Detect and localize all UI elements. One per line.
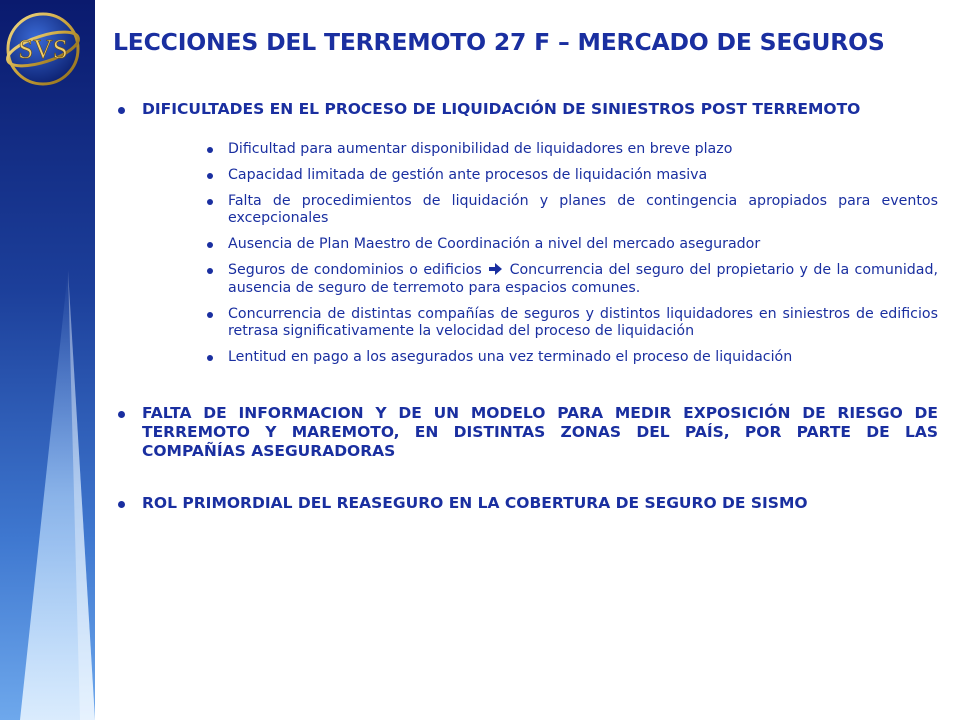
main-bullet-item	[112, 404, 938, 461]
list-item: Lentitud en pago a los asegurados una vez terminado el proceso de liquidación	[142, 349, 938, 366]
right-arrow-icon	[489, 263, 502, 280]
slide-title: LECCIONES DEL TERREMOTO 27 F – MERCADO DE SEGUROS	[113, 28, 885, 56]
sidebar-decoration	[0, 0, 95, 720]
bullet-icon	[207, 355, 213, 361]
main-bullet-item	[112, 100, 938, 366]
bullet-icon	[207, 268, 213, 274]
list-item: Dificultad para aumentar disponibilidad de liquidadores en breve plazo	[142, 141, 938, 158]
section-heading: DIFICULTADES EN EL PROCESO DE LIQUIDACIÓN DE SINIESTROS POST TERREMOTO	[142, 100, 861, 118]
bullet-icon	[118, 411, 125, 418]
item-text-before-arrow: Seguros de condominios o edificios	[228, 262, 482, 278]
sub-bullet-list	[142, 141, 938, 366]
bullet-icon	[207, 173, 213, 179]
light-streak-decoration	[0, 0, 95, 720]
slide-content	[112, 100, 938, 513]
main-bullet-item	[112, 494, 938, 513]
bullet-icon	[207, 312, 213, 318]
bullet-icon	[118, 501, 125, 508]
list-item: Capacidad limitada de gestión ante procesos de liquidación masiva	[142, 167, 938, 184]
list-item	[142, 262, 938, 297]
item-text-after-arrow: Concurrencia del seguro del propietario y de la comunidad, ausencia de seguro de terremoto para espacios comunes.	[228, 262, 939, 296]
list-item: Ausencia de Plan Maestro de Coordinación a nivel del mercado asegurador	[142, 236, 938, 253]
svg-text:SVS: SVS	[18, 34, 68, 64]
bullet-icon	[118, 107, 125, 114]
bullet-icon	[207, 147, 213, 153]
section-heading: FALTA DE INFORMACION Y DE UN MODELO PARA MEDIR EXPOSICIÓN DE RIESGO DE TERREMOTO Y MAREMOTO, EN DISTINTAS ZONAS DEL PAÍS, POR PARTE DE LAS COMPAÑÍAS ASEGURADORAS	[142, 404, 938, 460]
svs-logo-icon	[4, 10, 82, 88]
list-item: Concurrencia de distintas compañías de seguros y distintos liquidadores en siniestros de edificios retrasa significativamente la velocidad del proceso de liquidación	[142, 306, 938, 340]
bullet-icon	[207, 199, 213, 205]
bullet-icon	[207, 242, 213, 248]
section-heading: ROL PRIMORDIAL DEL REASEGURO EN LA COBERTURA DE SEGURO DE SISMO	[142, 494, 808, 512]
list-item: Falta de procedimientos de liquidación y planes de contingencia apropiados para eventos excepcionales	[142, 193, 938, 227]
